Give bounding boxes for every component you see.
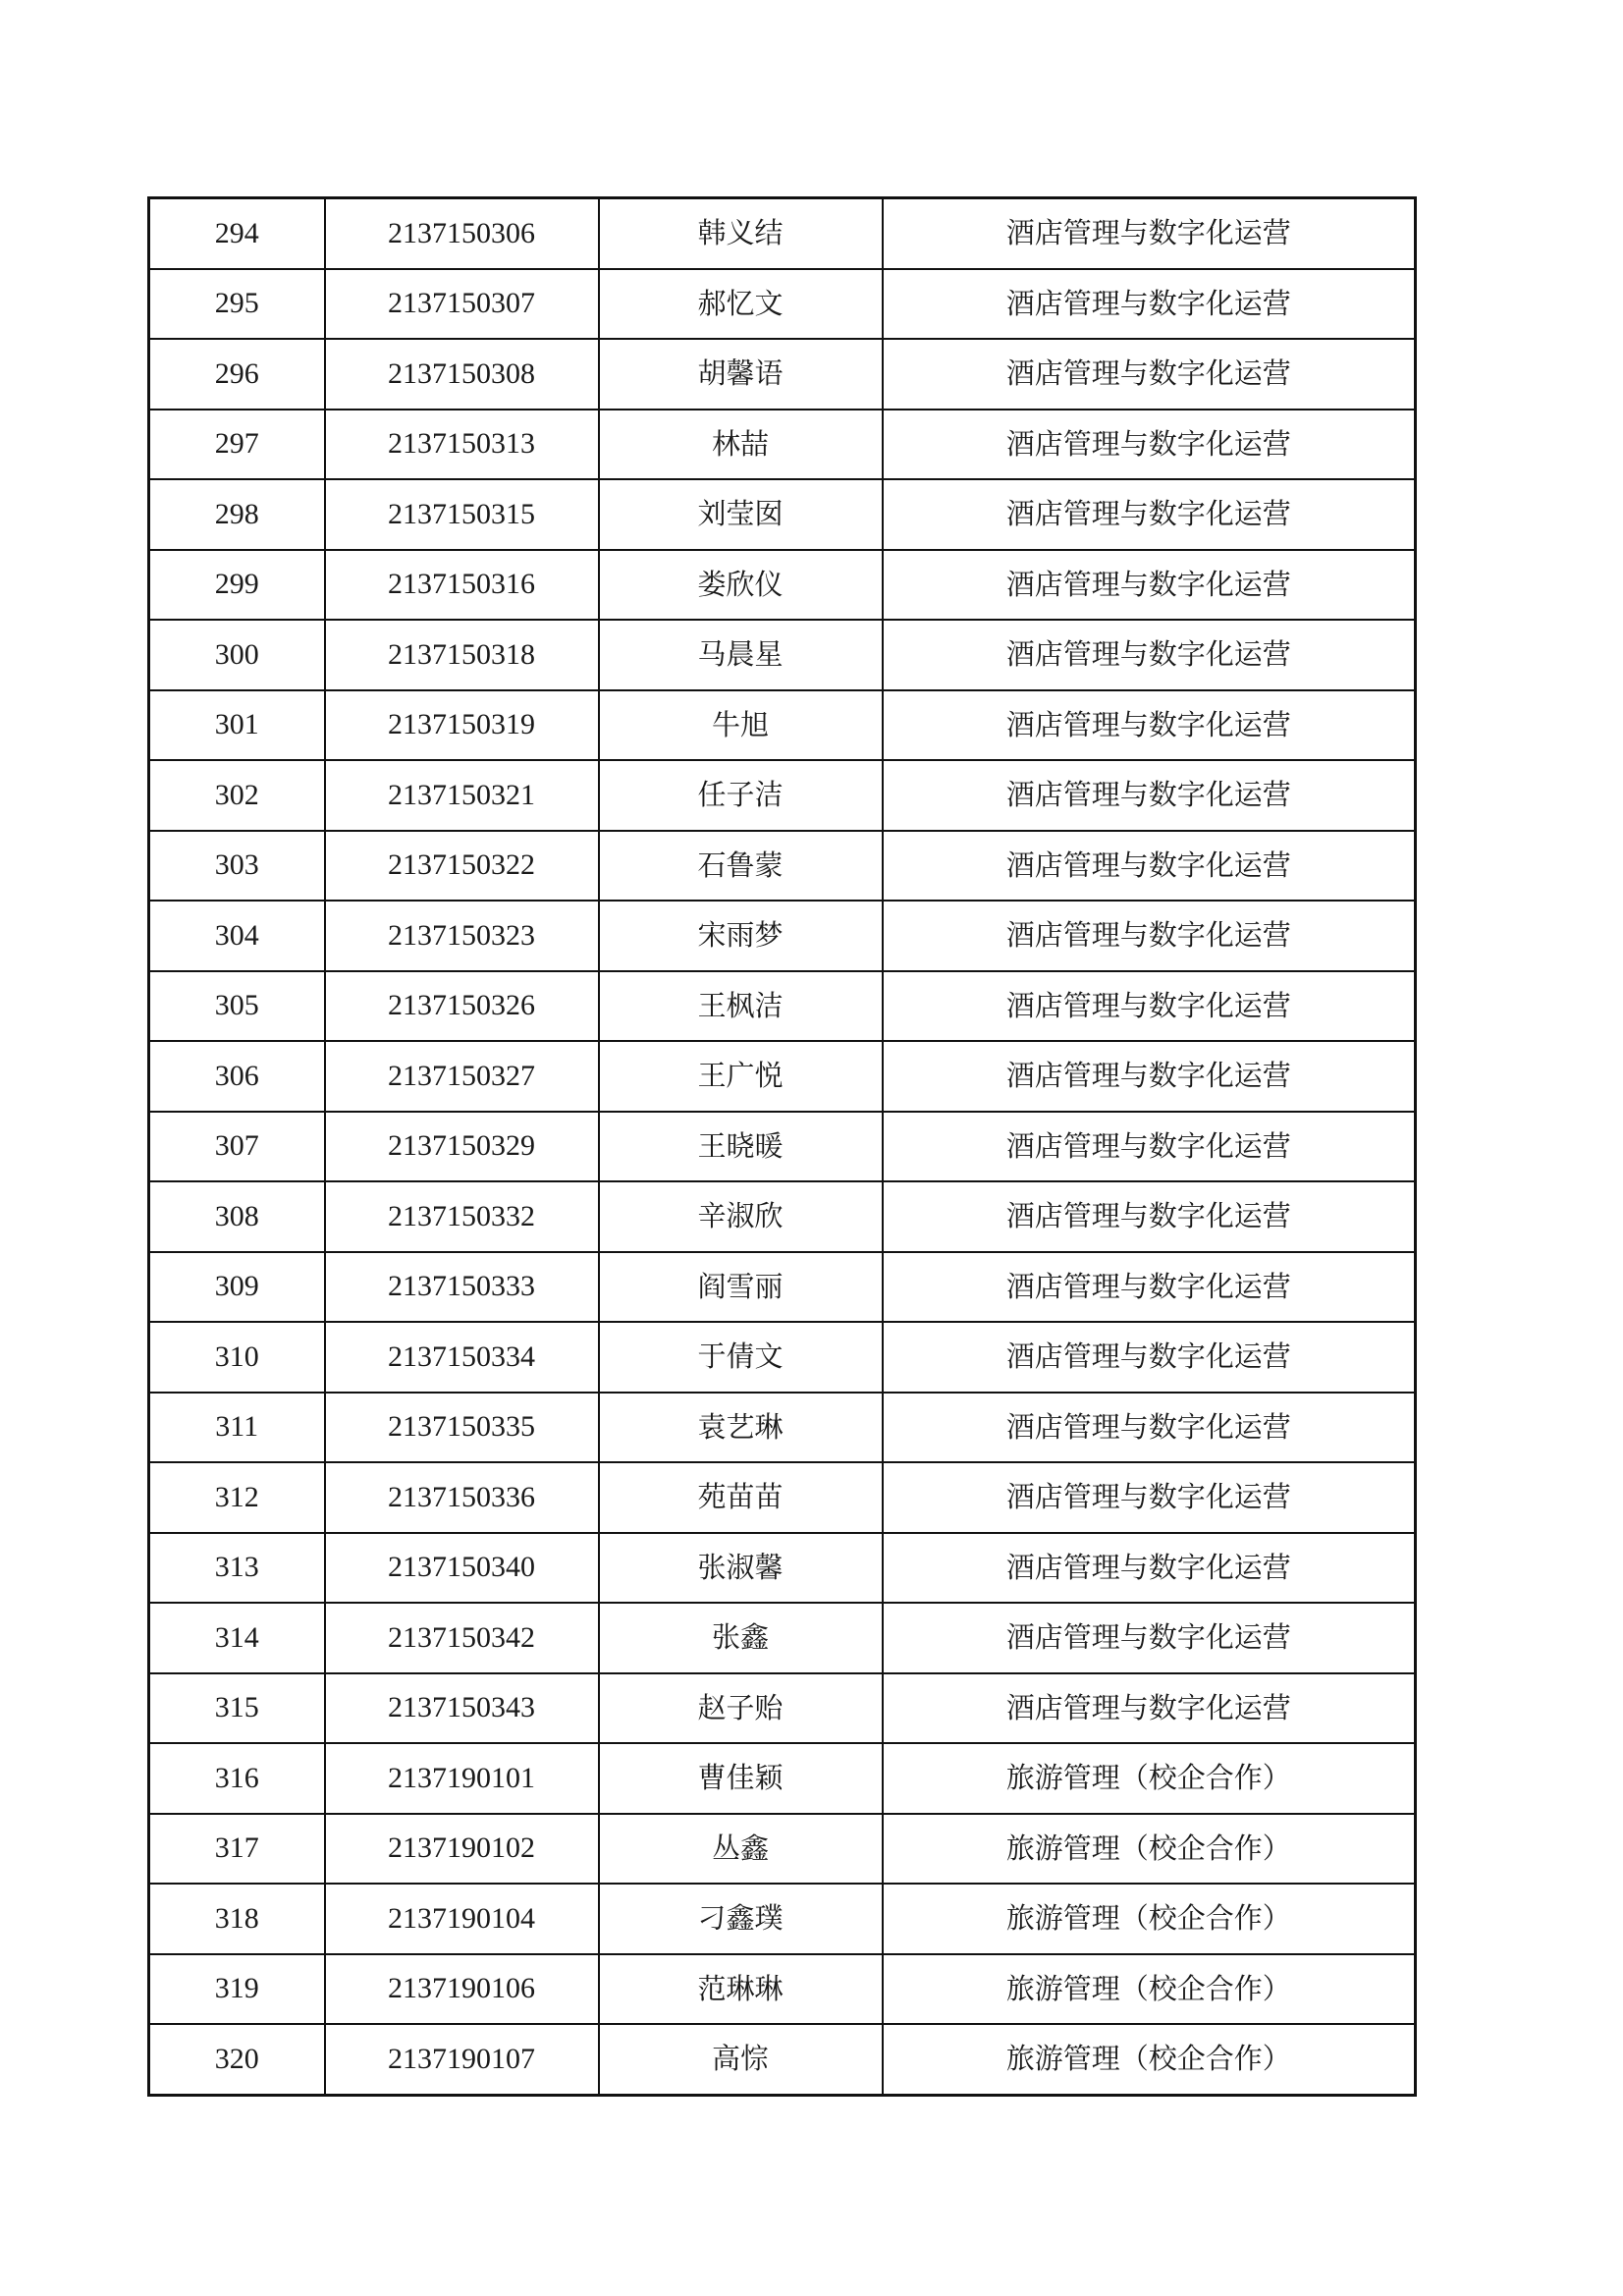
table-row — [149, 1393, 1416, 1463]
cell-student-id: 2137150318 — [325, 620, 599, 690]
cell-seq: 315 — [149, 1673, 325, 1744]
cell-major: 酒店管理与数字化运营 — [883, 831, 1416, 902]
table-row — [149, 1884, 1416, 1954]
cell-major: 酒店管理与数字化运营 — [883, 760, 1416, 831]
table-row — [149, 760, 1416, 831]
cell-major: 酒店管理与数字化运营 — [883, 550, 1416, 621]
table-row — [149, 550, 1416, 621]
cell-name: 胡馨语 — [599, 339, 883, 410]
cell-seq: 313 — [149, 1533, 325, 1604]
table-row — [149, 339, 1416, 410]
cell-name: 韩义结 — [599, 198, 883, 269]
cell-major: 旅游管理（校企合作） — [883, 2024, 1416, 2095]
cell-seq: 309 — [149, 1252, 325, 1323]
cell-student-id: 2137150333 — [325, 1252, 599, 1323]
cell-name: 曹佳颖 — [599, 1743, 883, 1814]
cell-seq: 307 — [149, 1112, 325, 1182]
cell-student-id: 2137150319 — [325, 690, 599, 761]
cell-name: 郝忆文 — [599, 269, 883, 340]
cell-major: 酒店管理与数字化运营 — [883, 269, 1416, 340]
table-row — [149, 1112, 1416, 1182]
cell-student-id: 2137150329 — [325, 1112, 599, 1182]
cell-major: 酒店管理与数字化运营 — [883, 1673, 1416, 1744]
cell-major: 酒店管理与数字化运营 — [883, 410, 1416, 480]
table-row — [149, 690, 1416, 761]
cell-name: 娄欣仪 — [599, 550, 883, 621]
cell-student-id: 2137150326 — [325, 971, 599, 1042]
cell-seq: 304 — [149, 901, 325, 971]
table-row — [149, 410, 1416, 480]
cell-student-id: 2137150308 — [325, 339, 599, 410]
cell-name: 林喆 — [599, 410, 883, 480]
cell-name: 石鲁蒙 — [599, 831, 883, 902]
cell-major: 酒店管理与数字化运营 — [883, 901, 1416, 971]
cell-major: 酒店管理与数字化运营 — [883, 1533, 1416, 1604]
cell-seq: 316 — [149, 1743, 325, 1814]
cell-student-id: 2137150316 — [325, 550, 599, 621]
cell-name: 范琳琳 — [599, 1954, 883, 2025]
cell-seq: 310 — [149, 1322, 325, 1393]
cell-seq: 298 — [149, 479, 325, 550]
cell-major: 酒店管理与数字化运营 — [883, 1393, 1416, 1463]
table-row — [149, 2024, 1416, 2095]
cell-seq: 306 — [149, 1041, 325, 1112]
table-row — [149, 901, 1416, 971]
cell-student-id: 2137150315 — [325, 479, 599, 550]
table-row — [149, 971, 1416, 1042]
cell-major: 酒店管理与数字化运营 — [883, 620, 1416, 690]
cell-student-id: 2137150313 — [325, 410, 599, 480]
cell-name: 丛鑫 — [599, 1814, 883, 1885]
table-row — [149, 1322, 1416, 1393]
cell-student-id: 2137190106 — [325, 1954, 599, 2025]
cell-seq: 296 — [149, 339, 325, 410]
cell-name: 于倩文 — [599, 1322, 883, 1393]
cell-name: 宋雨梦 — [599, 901, 883, 971]
cell-student-id: 2137150334 — [325, 1322, 599, 1393]
cell-major: 酒店管理与数字化运营 — [883, 1041, 1416, 1112]
cell-seq: 299 — [149, 550, 325, 621]
cell-name: 任子洁 — [599, 760, 883, 831]
table-row — [149, 479, 1416, 550]
table-row — [149, 1954, 1416, 2025]
cell-seq: 303 — [149, 831, 325, 902]
cell-major: 旅游管理（校企合作） — [883, 1814, 1416, 1885]
table-row — [149, 198, 1416, 269]
cell-name: 苑苗苗 — [599, 1462, 883, 1533]
cell-major: 旅游管理（校企合作） — [883, 1884, 1416, 1954]
cell-name: 赵子贻 — [599, 1673, 883, 1744]
cell-name: 马晨星 — [599, 620, 883, 690]
cell-major: 酒店管理与数字化运营 — [883, 1112, 1416, 1182]
cell-name: 王晓暖 — [599, 1112, 883, 1182]
cell-seq: 302 — [149, 760, 325, 831]
cell-seq: 305 — [149, 971, 325, 1042]
cell-seq: 319 — [149, 1954, 325, 2025]
cell-student-id: 2137150306 — [325, 198, 599, 269]
cell-major: 旅游管理（校企合作） — [883, 1954, 1416, 2025]
cell-name: 王枫洁 — [599, 971, 883, 1042]
cell-student-id: 2137190107 — [325, 2024, 599, 2095]
cell-name: 牛旭 — [599, 690, 883, 761]
cell-seq: 294 — [149, 198, 325, 269]
cell-major: 酒店管理与数字化运营 — [883, 339, 1416, 410]
cell-seq: 300 — [149, 620, 325, 690]
cell-name: 刘莹囡 — [599, 479, 883, 550]
cell-student-id: 2137150340 — [325, 1533, 599, 1604]
table-row — [149, 620, 1416, 690]
cell-student-id: 2137150335 — [325, 1393, 599, 1463]
cell-major: 酒店管理与数字化运营 — [883, 690, 1416, 761]
table-row — [149, 831, 1416, 902]
cell-student-id: 2137150336 — [325, 1462, 599, 1533]
cell-name: 阎雪丽 — [599, 1252, 883, 1323]
cell-name: 高悰 — [599, 2024, 883, 2095]
table-row — [149, 1533, 1416, 1604]
table-row — [149, 269, 1416, 340]
cell-major: 酒店管理与数字化运营 — [883, 1181, 1416, 1252]
cell-seq: 311 — [149, 1393, 325, 1463]
cell-seq: 301 — [149, 690, 325, 761]
cell-name: 王广悦 — [599, 1041, 883, 1112]
cell-seq: 308 — [149, 1181, 325, 1252]
table-row — [149, 1814, 1416, 1885]
cell-student-id: 2137150343 — [325, 1673, 599, 1744]
table-row — [149, 1041, 1416, 1112]
cell-seq: 297 — [149, 410, 325, 480]
cell-name: 辛淑欣 — [599, 1181, 883, 1252]
cell-student-id: 2137150307 — [325, 269, 599, 340]
cell-major: 旅游管理（校企合作） — [883, 1743, 1416, 1814]
cell-major: 酒店管理与数字化运营 — [883, 1462, 1416, 1533]
cell-name: 刁鑫璞 — [599, 1884, 883, 1954]
cell-seq: 314 — [149, 1603, 325, 1673]
cell-major: 酒店管理与数字化运营 — [883, 198, 1416, 269]
cell-major: 酒店管理与数字化运营 — [883, 1603, 1416, 1673]
cell-seq: 312 — [149, 1462, 325, 1533]
cell-major: 酒店管理与数字化运营 — [883, 479, 1416, 550]
cell-student-id: 2137190101 — [325, 1743, 599, 1814]
cell-seq: 317 — [149, 1814, 325, 1885]
cell-student-id: 2137150342 — [325, 1603, 599, 1673]
table-row — [149, 1603, 1416, 1673]
cell-student-id: 2137190102 — [325, 1814, 599, 1885]
table-row — [149, 1181, 1416, 1252]
cell-seq: 320 — [149, 2024, 325, 2095]
cell-major: 酒店管理与数字化运营 — [883, 971, 1416, 1042]
cell-student-id: 2137150322 — [325, 831, 599, 902]
cell-seq: 295 — [149, 269, 325, 340]
cell-student-id: 2137150327 — [325, 1041, 599, 1112]
cell-student-id: 2137190104 — [325, 1884, 599, 1954]
table-row — [149, 1462, 1416, 1533]
cell-student-id: 2137150323 — [325, 901, 599, 971]
cell-seq: 318 — [149, 1884, 325, 1954]
cell-name: 袁艺琳 — [599, 1393, 883, 1463]
student-list-body — [149, 198, 1416, 2096]
cell-name: 张鑫 — [599, 1603, 883, 1673]
table-row — [149, 1743, 1416, 1814]
cell-student-id: 2137150332 — [325, 1181, 599, 1252]
cell-major: 酒店管理与数字化运营 — [883, 1322, 1416, 1393]
cell-major: 酒店管理与数字化运营 — [883, 1252, 1416, 1323]
cell-name: 张淑馨 — [599, 1533, 883, 1604]
table-row — [149, 1673, 1416, 1744]
table-row — [149, 1252, 1416, 1323]
cell-student-id: 2137150321 — [325, 760, 599, 831]
student-list-table — [147, 196, 1417, 2097]
